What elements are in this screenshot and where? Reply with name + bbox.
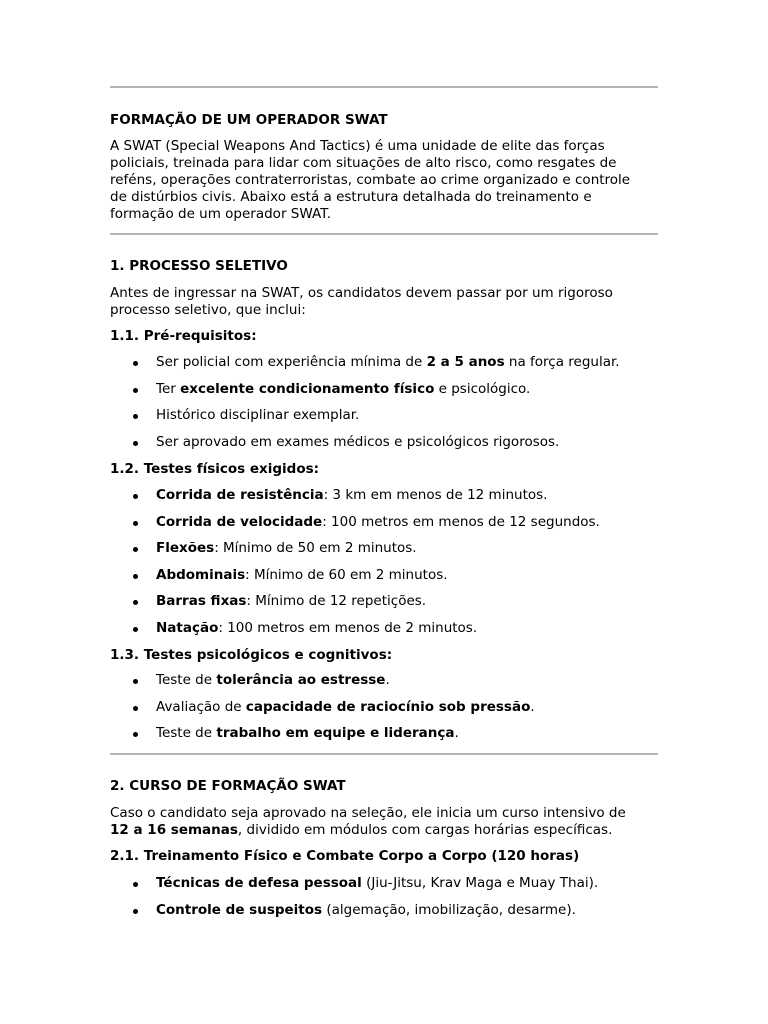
list-item bbox=[110, 672, 670, 699]
list-item bbox=[110, 567, 670, 594]
item-text: . bbox=[385, 672, 390, 688]
subsection-1-3-heading: 1.3. Testes psicológicos e cognitivos: bbox=[110, 647, 393, 663]
list-item bbox=[110, 407, 670, 434]
section2-intro bbox=[110, 805, 670, 839]
item-text: . bbox=[454, 725, 459, 742]
intro-line: formação de um operador SWAT. bbox=[110, 206, 332, 222]
item-text: . bbox=[530, 698, 535, 715]
item-bold-text: Corrida de velocidade bbox=[156, 513, 323, 530]
physical-tests-list bbox=[110, 487, 670, 647]
psychological-tests-list bbox=[110, 672, 670, 752]
item-text: : 100 metros em menos de 2 minutos. bbox=[218, 619, 478, 636]
list-item bbox=[110, 725, 670, 752]
item-bold-text: capacidade de raciocínio sob pressão bbox=[245, 698, 531, 715]
item-text: : Mínimo de 12 repetições. bbox=[246, 593, 427, 610]
item-bold-text: 2 a 5 anos bbox=[426, 354, 505, 370]
item-text: : Mínimo de 50 em 2 minutos. bbox=[214, 540, 417, 557]
intro-line: policiais, treinada para lidar com situações de alto risco, como resgates de bbox=[110, 155, 617, 171]
combat-training-list bbox=[110, 875, 670, 928]
section1-heading: 1. PROCESSO SELETIVO bbox=[110, 258, 288, 274]
item-bold-text: Flexões bbox=[156, 540, 215, 557]
section2-intro-line bbox=[110, 822, 670, 839]
intro-paragraph bbox=[110, 138, 670, 223]
item-bold-text: Abdominais bbox=[156, 566, 246, 583]
divider-section1 bbox=[110, 233, 658, 235]
item-bold-text: Controle de suspeitos bbox=[156, 901, 323, 918]
intro-line: A SWAT (Special Weapons And Tactics) é uma unidade de elite das forças bbox=[110, 138, 605, 154]
item-text: Teste de bbox=[156, 672, 217, 688]
item-bold-text: Natação bbox=[156, 619, 219, 636]
item-bold-text: tolerância ao estresse bbox=[216, 672, 386, 688]
list-item bbox=[110, 540, 670, 567]
item-text: : 100 metros em menos de 12 segundos. bbox=[322, 513, 600, 530]
subsection-2-1-heading: 2.1. Treinamento Físico e Combate Corpo a Corpo (120 horas) bbox=[110, 848, 580, 864]
item-text: Avaliação de bbox=[156, 698, 246, 715]
divider-section2 bbox=[110, 753, 658, 755]
list-item bbox=[110, 699, 670, 726]
item-text: (Jiu-Jitsu, Krav Maga e Muay Thai). bbox=[361, 875, 599, 891]
item-bold-text: Técnicas de defesa pessoal bbox=[156, 875, 362, 891]
subsection-1-2-heading: 1.2. Testes físicos exigidos: bbox=[110, 461, 320, 477]
list-item bbox=[110, 487, 670, 514]
item-text: e psicológico. bbox=[434, 380, 531, 397]
list-item bbox=[110, 620, 670, 647]
section1-intro-line: processo seletivo, que inclui: bbox=[110, 302, 306, 318]
list-item bbox=[110, 354, 670, 381]
item-text: Histórico disciplinar exemplar. bbox=[156, 407, 360, 424]
item-text: Ter bbox=[156, 380, 181, 397]
prerequisites-list bbox=[110, 354, 670, 460]
list-item bbox=[110, 875, 670, 902]
list-item bbox=[110, 593, 670, 620]
section1-intro-line: Antes de ingressar na SWAT, os candidatos devem passar por um rigoroso bbox=[110, 285, 613, 301]
item-text: : 3 km em menos de 12 minutos. bbox=[323, 487, 548, 503]
item-text: : Mínimo de 60 em 2 minutos. bbox=[245, 566, 448, 583]
divider-top bbox=[110, 86, 658, 88]
section2-intro-line: Caso o candidato seja aprovado na seleção, ele inicia um curso intensivo de bbox=[110, 805, 626, 821]
document-title: FORMAÇÃO DE UM OPERADOR SWAT bbox=[110, 112, 388, 128]
item-text: Ser policial com experiência mínima de bbox=[156, 354, 427, 370]
section1-intro bbox=[110, 285, 670, 319]
item-bold-text: Corrida de resistência bbox=[156, 487, 324, 503]
list-item bbox=[110, 381, 670, 408]
duration-bold-text: 12 a 16 semanas bbox=[110, 822, 238, 838]
item-text: Ser aprovado em exames médicos e psicológicos rigorosos. bbox=[156, 433, 560, 450]
item-text: na força regular. bbox=[504, 354, 620, 370]
item-text: (algemação, imobilização, desarme). bbox=[322, 901, 576, 918]
item-bold-text: trabalho em equipe e liderança bbox=[216, 725, 455, 742]
intro-line: reféns, operações contraterroristas, combate ao crime organizado e controle bbox=[110, 172, 631, 188]
section2-heading: 2. CURSO DE FORMAÇÃO SWAT bbox=[110, 778, 346, 794]
intro-line: de distúrbios civis. Abaixo está a estrutura detalhada do treinamento e bbox=[110, 189, 592, 205]
section2-intro-rest: , dividido em módulos com cargas horárias específicas. bbox=[237, 822, 613, 838]
list-item bbox=[110, 514, 670, 541]
item-text: Teste de bbox=[156, 725, 217, 742]
item-bold-text: Barras fixas bbox=[156, 593, 247, 610]
item-bold-text: excelente condicionamento físico bbox=[180, 380, 435, 397]
list-item bbox=[110, 902, 670, 929]
subsection-1-1-heading: 1.1. Pré-requisitos: bbox=[110, 328, 257, 344]
list-item bbox=[110, 434, 670, 461]
